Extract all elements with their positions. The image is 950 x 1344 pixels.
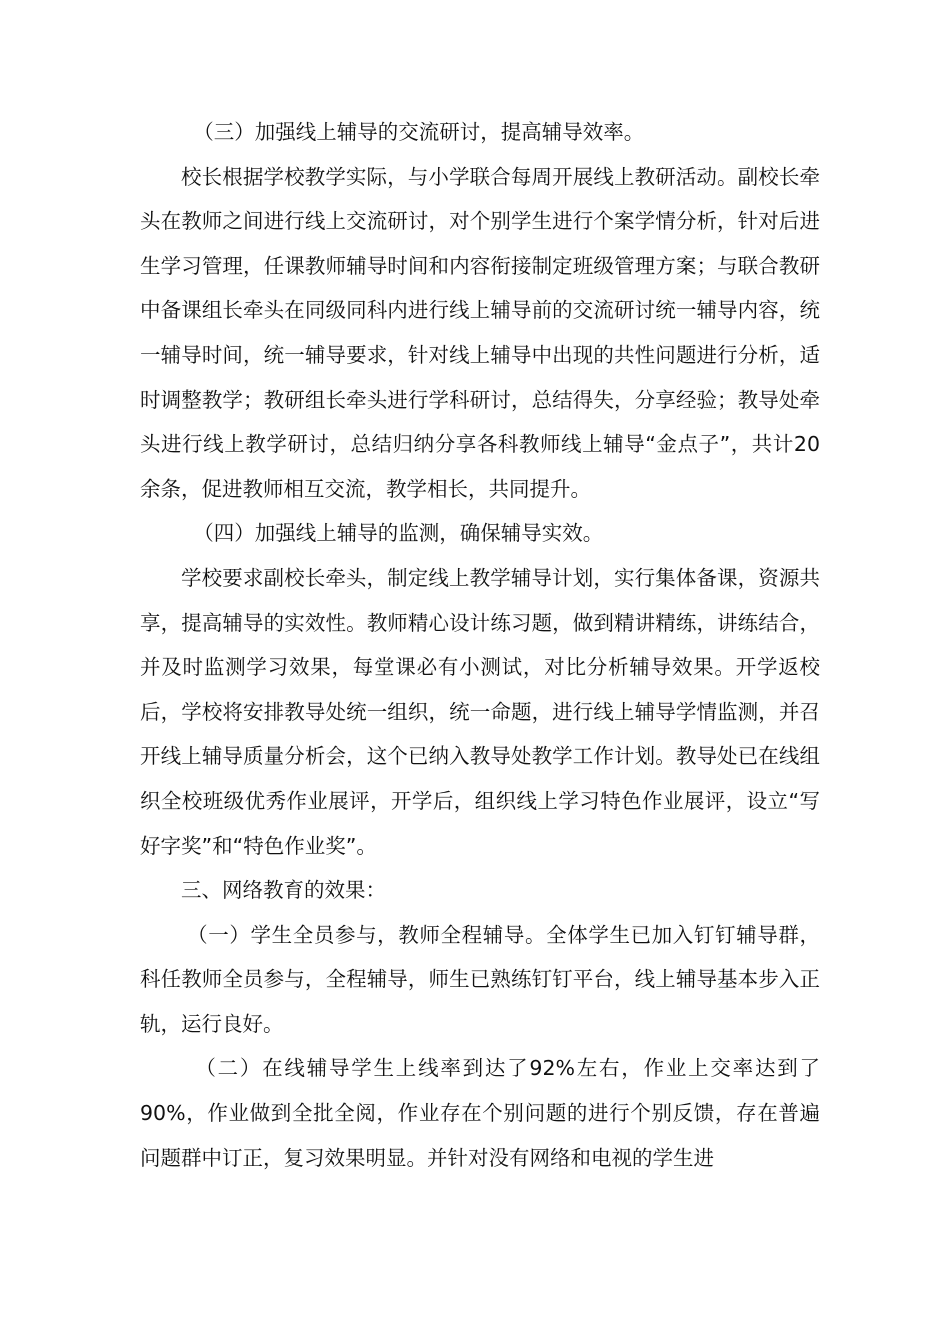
section-heading-4: （四）加强线上辅导的监测，确保辅导实效。: [193, 521, 604, 546]
document-body: [140, 110, 820, 1180]
section-heading-effects: 三、网络教育的效果：: [181, 878, 386, 903]
section-heading-3: （三）加强线上辅导的交流研讨，提高辅导效率。: [193, 120, 645, 144]
paragraph-effect-1: （一）学生全员参与，教师全程辅导。全体学生已加入钉钉辅导群，科任教师全员参与，全程辅导，师生已熟练钉钉平台，线上辅导基本步入正轨，运行良好。: [140, 922, 820, 1036]
paragraph-monitoring: 学校要求副校长牵头，制定线上教学辅导计划，实行集体备课，资源共享，提高辅导的实效性。教师精心设计练习题，做到精讲精练，讲练结合，并及时监测学习效果，每堂课必有小测试，对比分析辅导效果。开学返校后，学校将安排教导处统一组织，统一命题，进行线上辅导学情监测，并召开线上辅导质量分析会，这个已纳入教导处教学工作计划。教导处已在线组织全校班级优秀作业展评，开学后，组织线上学习特色作业展评，设立“写好字奖”和“特色作业奖”。: [140, 565, 820, 858]
paragraph-research: 校长根据学校教学实际，与小学联合每周开展线上教研活动。副校长牵头在教师之间进行线上交流研讨，对个别学生进行个案学情分析，针对后进生学习管理，任课教师辅导时间和内容衔接制定班级管理方案；与联合教研中备课组长牵头在同级同科内进行线上辅导前的交流研讨统一辅导内容，统一辅导时间，统一辅导要求，针对线上辅导中出现的共性问题进行分析，适时调整教学；教研组长牵头进行学科研讨，总结得失，分享经验；教导处牵头进行线上教学研讨，总结归纳分享各科教师线上辅导“金点子”，共计20余条，促进教师相互交流，教学相长，共同提升。: [140, 164, 820, 501]
paragraph-effect-2: （二）在线辅导学生上线率到达了92%左右，作业上交率达到了90%，作业做到全批全阅，作业存在个别问题的进行个别反馈，存在普遍问题群中订正，复习效果明显。并针对没有网络和电视的学生进: [140, 1056, 820, 1170]
